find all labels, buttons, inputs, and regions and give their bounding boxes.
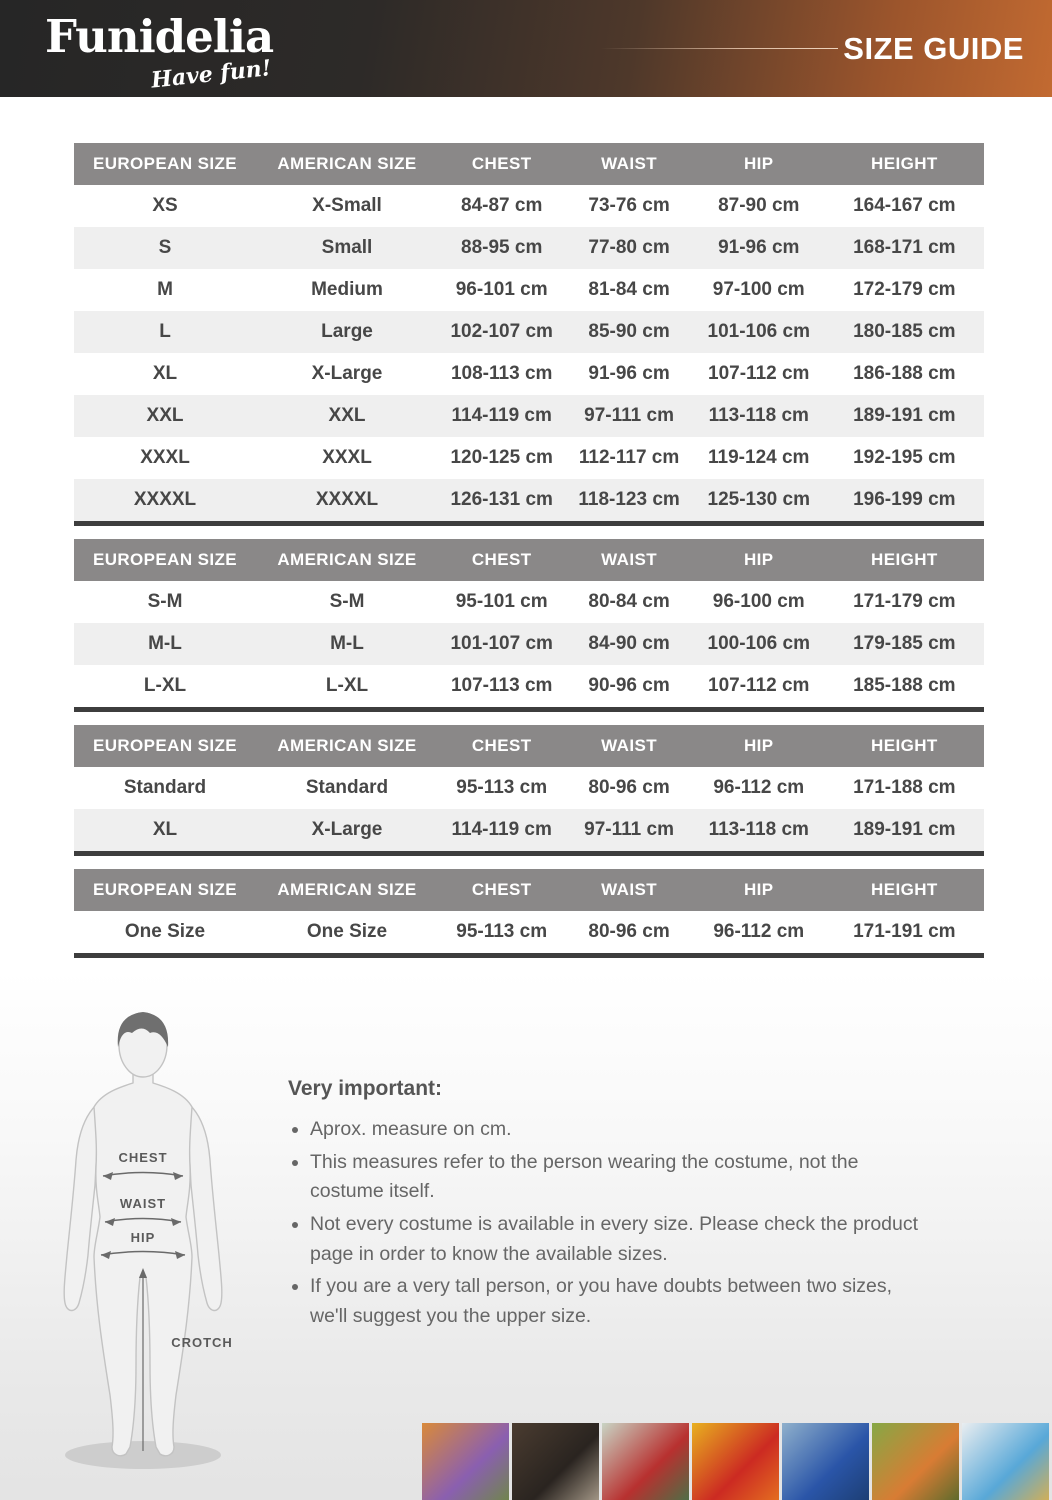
table-cell: 114-119 cm [451,405,552,426]
chest-label: CHEST [118,1150,168,1165]
table-row [74,269,984,311]
table-cell: 95-113 cm [456,777,548,798]
table-cell: 185-188 cm [853,675,956,696]
table-cell: XXXXL [315,489,379,510]
table-cell: XXXXL [133,489,197,510]
table-row [74,437,984,479]
table-cell: 114-119 cm [451,819,552,840]
table-cell: S-M [329,591,365,612]
table-cell: S [158,237,172,258]
table-cell: X-Large [311,819,383,840]
table-cell: One Size [306,921,388,942]
table-cell: 77-80 cm [588,237,670,258]
table-cell: X-Large [311,363,383,384]
power-rangers-costumes-photo [602,1423,689,1500]
table-cell: 96-112 cm [713,777,805,798]
smurfs-costumes-photo [962,1423,1049,1500]
notes-title: Very important: [288,1077,443,1100]
table-row [74,911,984,953]
table-cell: 97-100 cm [712,279,805,300]
table-cell: 112-117 cm [578,447,680,468]
column-header: AMERICAN SIZE [277,550,417,569]
table-row [74,623,984,665]
funidelia-logo [45,10,274,94]
table-cell: 192-195 cm [853,447,956,468]
table-header-row [74,869,984,911]
table-row [74,185,984,227]
figure-left-arm [64,1105,97,1311]
dragonball-costume-photo [422,1423,509,1500]
size-table [74,869,984,958]
blanka-costume-photo [872,1423,959,1500]
table-cell: XL [152,819,178,840]
size-table [74,725,984,856]
table-cell: 120-125 cm [450,447,553,468]
table-cell: 113-118 cm [708,405,809,426]
table-cell: 95-101 cm [455,591,548,612]
table-cell: 189-191 cm [853,405,956,426]
table-cell: 100-106 cm [707,633,810,654]
column-header: HIP [743,154,774,173]
table-cell: 180-185 cm [853,321,956,342]
crotch-label: CROTCH [171,1335,233,1350]
table-row [74,353,984,395]
table-cell: 186-188 cm [853,363,956,384]
table-cell: Standard [305,777,389,798]
hip-label: HIP [130,1230,156,1245]
table-cell: 85-90 cm [588,321,670,342]
column-header: HIP [743,736,774,755]
size-tables [74,143,984,958]
note-bullet: • This measures refer to the person wearing the costume, not the costume itself. [310,1148,928,1207]
table-header-row [74,725,984,767]
table-cell: M [157,279,173,300]
table-cell: 84-87 cm [461,195,543,216]
table-cell: 125-130 cm [707,489,810,510]
table-cell: 95-113 cm [456,921,548,942]
table-cell: 88-95 cm [461,237,543,258]
table-cell: 107-112 cm [708,675,810,696]
important-notes [288,1077,928,1334]
column-header: CHEST [471,154,532,173]
table-cell: 96-112 cm [713,921,805,942]
table-cell: 119-124 cm [708,447,810,468]
column-header: CHEST [471,550,532,569]
table-cell: 171-191 cm [853,921,956,942]
bottom-section [0,971,1052,1500]
column-header: EUROPEAN SIZE [92,736,238,755]
table-cell: L-XL [325,675,369,696]
table-cell: 113-118 cm [708,819,809,840]
table-cell: XXL [146,405,184,426]
table-cell: 90-96 cm [588,675,670,696]
size-table [74,143,984,526]
table-cell: 108-113 cm [450,363,553,384]
table-cell: 91-96 cm [588,363,670,384]
table-row [74,581,984,623]
table-cell: Medium [311,279,383,300]
table-cell: M-L [330,633,364,654]
table-header-row [74,143,984,185]
column-header: AMERICAN SIZE [277,154,417,173]
table-cell: 80-96 cm [588,921,670,942]
table-cell: 171-179 cm [853,591,956,612]
table-cell: 81-84 cm [588,279,670,300]
note-bullet: • Aprox. measure on cm. [310,1115,928,1145]
table-cell: 189-191 cm [853,819,956,840]
table-header-row [74,539,984,581]
table-cell: XXXL [322,447,372,468]
column-header: HEIGHT [871,880,938,899]
table-cell: 196-199 cm [853,489,956,510]
table-cell: 102-107 cm [450,321,553,342]
table-cell: One Size [124,921,206,942]
table-cell: XL [152,363,178,384]
table-row [74,479,984,521]
column-header: AMERICAN SIZE [277,736,417,755]
table-cell: Small [321,237,373,258]
table-cell: 126-131 cm [450,489,553,510]
table-cell: 107-112 cm [708,363,810,384]
page-title: SIZE GUIDE [843,30,1024,66]
column-header: CHEST [471,880,532,899]
starwars-costumes-photo [512,1423,599,1500]
note-bullet: • Not every costume is available in every size. Please check the product page in order to know the available sizes. [310,1210,928,1269]
column-header: WAIST [601,736,657,755]
table-cell: X-Small [312,195,382,216]
column-header: EUROPEAN SIZE [92,550,238,569]
table-row [74,809,984,851]
banner-divider-line [601,48,838,49]
table-cell: XS [152,195,178,216]
table-cell: 80-84 cm [588,591,670,612]
table-cell: 97-111 cm [584,405,674,426]
table-cell: XXXL [140,447,190,468]
table-cell: 179-185 cm [853,633,956,654]
table-cell: 97-111 cm [584,819,674,840]
column-header: EUROPEAN SIZE [92,880,238,899]
table-row [74,311,984,353]
table-cell: 101-106 cm [707,321,810,342]
table-cell: 118-123 cm [578,489,680,510]
table-cell: 164-167 cm [853,195,956,216]
column-header: AMERICAN SIZE [277,880,417,899]
table-cell: L [159,321,171,342]
column-header: WAIST [601,550,657,569]
figure-right-arm [189,1105,222,1311]
size-table [74,539,984,712]
table-cell: Large [321,321,373,342]
table-cell: 101-107 cm [450,633,553,654]
column-header: CHEST [471,736,532,755]
table-cell: 96-101 cm [455,279,548,300]
table-cell: 172-179 cm [853,279,956,300]
table-cell: 80-96 cm [588,777,670,798]
table-cell: M-L [148,633,182,654]
column-header: HEIGHT [871,736,938,755]
notes-list [288,1115,928,1331]
logo-text: Funidelia [45,10,274,63]
column-header: EUROPEAN SIZE [92,154,238,173]
costume-photo-strip [422,1423,1052,1500]
column-header: HIP [743,550,774,569]
table-row [74,665,984,707]
table-row [74,767,984,809]
table-cell: 168-171 cm [853,237,956,258]
table-cell: 171-188 cm [853,777,956,798]
table-cell: 91-96 cm [718,237,800,258]
column-header: HEIGHT [871,154,938,173]
table-cell: L-XL [143,675,187,696]
logo-tagline: Have fun! [149,55,273,94]
pj-masks-costume-photo [782,1423,869,1500]
pacman-costumes-photo [692,1423,779,1500]
table-row [74,395,984,437]
table-row [74,227,984,269]
column-header: HIP [743,880,774,899]
column-header: WAIST [601,154,657,173]
waist-label: WAIST [119,1196,167,1211]
table-cell: 73-76 cm [588,195,670,216]
table-cell: XXL [328,405,366,426]
table-cell: 87-90 cm [718,195,800,216]
note-bullet: • If you are a very tall person, or you have doubts between two sizes, we'll suggest you the upper size. [310,1272,928,1331]
table-cell: 96-100 cm [712,591,805,612]
table-cell: Standard [123,777,207,798]
header-banner [0,0,1052,97]
column-header: WAIST [601,880,657,899]
table-cell: 107-113 cm [450,675,553,696]
body-measurement-figure [50,1005,250,1485]
column-header: HEIGHT [871,550,938,569]
table-cell: S-M [147,591,183,612]
table-cell: 84-90 cm [588,633,670,654]
